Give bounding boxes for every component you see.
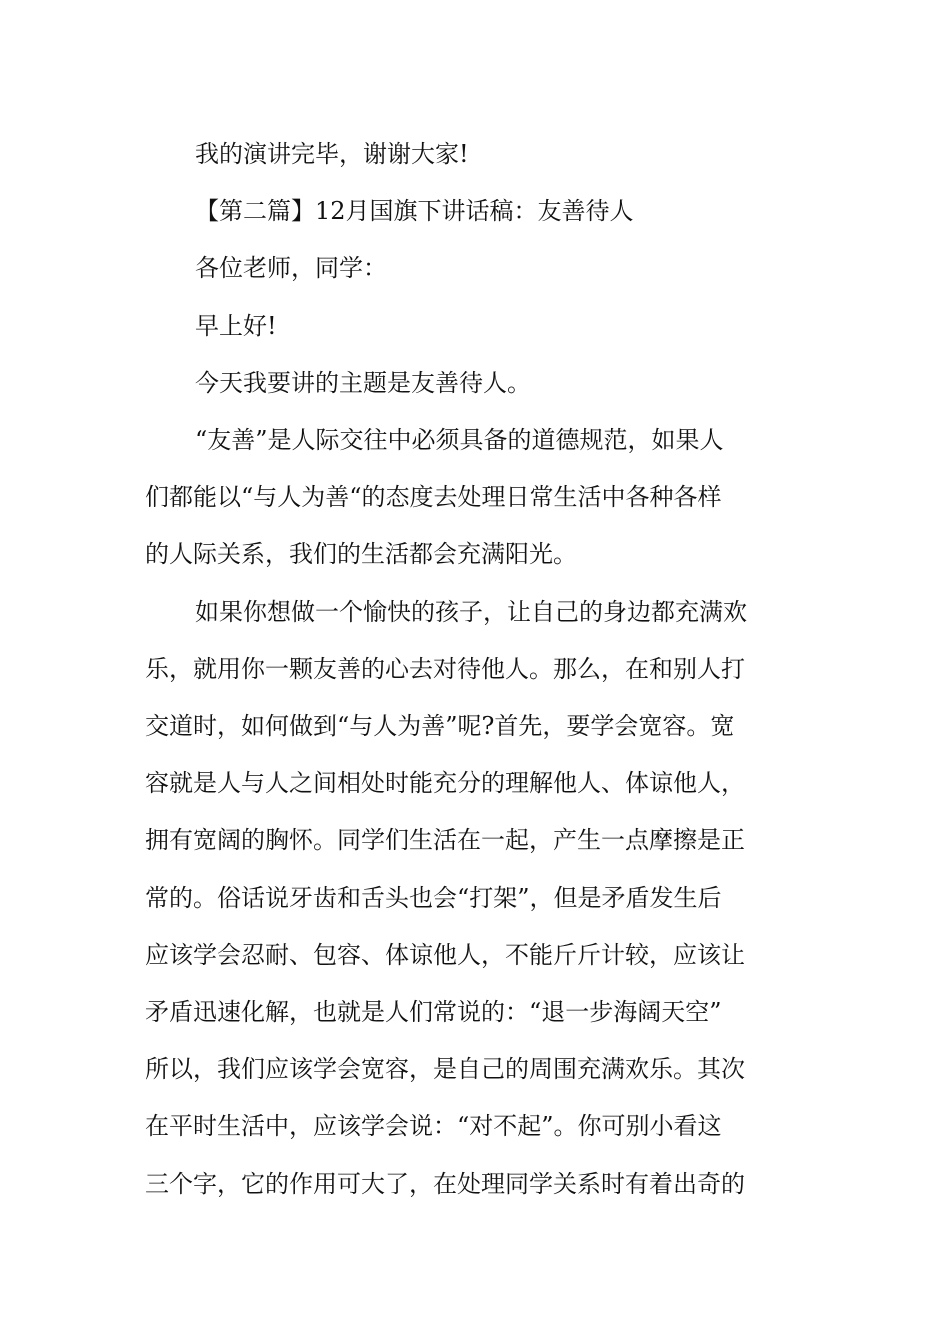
- text-line-salutation: 各位老师，同学：: [195, 254, 387, 283]
- text-line: 在平时生活中，应该学会说：“对不起”。你可别小看这: [145, 1112, 722, 1141]
- text-line: 矛盾迅速化解，也就是人们常说的：“退一步海阔天空”: [145, 998, 722, 1027]
- text-line: 容就是人与人之间相处时能充分的理解他人、体谅他人，: [145, 769, 745, 798]
- text-line: 所以，我们应该学会宽容，是自己的周围充满欢乐。其次: [145, 1055, 745, 1084]
- text-line: 拥有宽阔的胸怀。同学们生活在一起，产生一点摩擦是正: [145, 826, 745, 855]
- section-title: 【第二篇】12月国旗下讲话稿：友善待人: [195, 197, 634, 226]
- text-line-topic: 今天我要讲的主题是友善待人。: [195, 368, 531, 397]
- text-line: 三个字，它的作用可大了，在处理同学关系时有着出奇的: [145, 1169, 745, 1198]
- text-line-closing: 我的演讲完毕，谢谢大家!: [195, 140, 469, 168]
- text-line: 交道时，如何做到“与人为善”呢?首先，要学会宽容。宽: [145, 712, 735, 741]
- text-line: 应该学会忍耐、包容、体谅他人，不能斤斤计较，应该让: [145, 940, 745, 969]
- text-line: 们都能以“与人为善“的态度去处理日常生活中各种各样: [145, 483, 722, 512]
- text-line: “友善”是人际交往中必须具备的道德规范，如果人: [195, 426, 724, 455]
- document-body: [145, 126, 807, 1213]
- text-line: 乐，就用你一颗友善的心去对待他人。那么，在和别人打: [145, 654, 745, 683]
- text-line: 的人际关系，我们的生活都会充满阳光。: [145, 540, 577, 569]
- text-line: 常的。俗话说牙齿和舌头也会“打架”，但是矛盾发生后: [145, 883, 722, 912]
- text-line-greeting: 早上好!: [195, 311, 277, 340]
- text-line: 如果你想做一个愉快的孩子，让自己的身边都充满欢: [195, 597, 747, 626]
